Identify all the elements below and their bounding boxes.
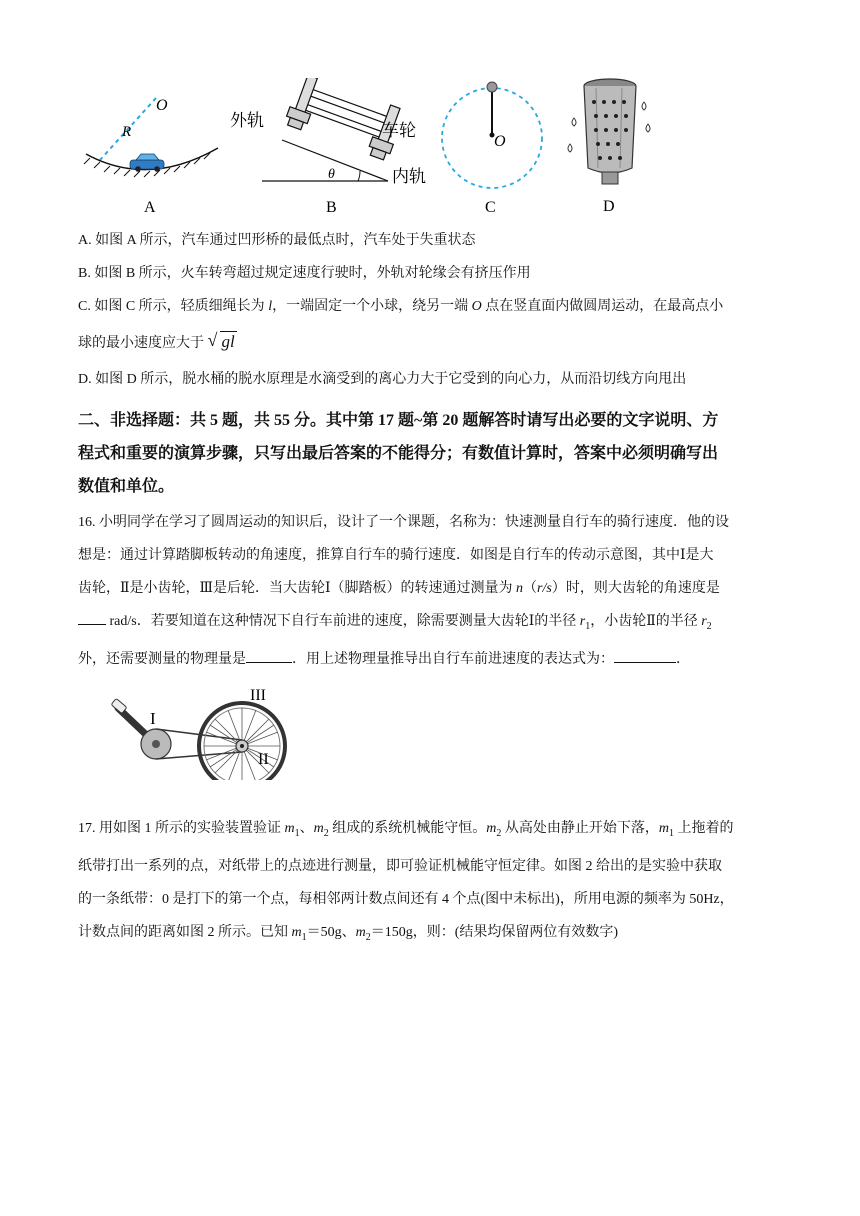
option-c: C. 如图 C 所示，轻质细绳长为 l，一端固定一个小球，绕另一端 O 点在竖直面内做圆周运动，在最高点小 <box>78 299 724 314</box>
option-d: D. 如图 D 所示，脱水桶的脱水原理是水滴受到的离心力大于它受到的向心力，从而沿切线方向甩出 <box>78 372 687 387</box>
figure-b <box>230 78 435 218</box>
label-gear-i: I <box>150 709 156 728</box>
answer-blank-angular-velocity[interactable] <box>78 610 106 625</box>
label-o-c: O <box>494 133 506 150</box>
figure-c <box>438 78 548 218</box>
label-o: O <box>156 97 168 114</box>
option-b: B. 如图 B 所示，火车转弯超过规定速度行驶时，外轨对轮缘会有挤压作用 <box>78 266 531 281</box>
question-17: 17. 用如图 1 所示的实验装置验证 $m_1$、$m_2$ 组成的系统机械能守恒。$m_2$ 从高处由静止开始下落，$m_1$ 上拖着的 纸带打出一系列的点，对纸带上的点迹进行测量，即可验证机械能守恒定律。如图 2 给出的是实验中获取 的一条纸带：0 是打下的第一个点，每相邻两计数点间还有 4 个点(图中未标出)，所用电源的频率为 50Hz， 计数点间的距离如图 2 所示。已知 $m_1=50g$、$m_2=150g$，则：(结果均保留两位有效数字) <box>78 821 734 943</box>
spin-dryer-icon <box>568 79 650 184</box>
label-inner-rail: 内轨 <box>392 167 426 186</box>
caption-c: C <box>485 199 496 216</box>
car-icon <box>130 154 164 172</box>
label-wheel-iii: III <box>250 687 266 704</box>
option-c-continued: 球的最小速度应大于 √ gl <box>78 323 788 363</box>
sqrt-expression: √ gl <box>207 330 235 351</box>
answer-blank-expression[interactable] <box>614 648 676 663</box>
caption-b: B <box>326 199 337 216</box>
options-block <box>78 224 788 396</box>
caption-d: D <box>603 198 615 215</box>
question-16: 16. 小明同学在学习了圆周运动的知识后，设计了一个课题，名称为：快速测量自行车的骑行速度．他的设 想是：通过计算踏脚板转动的角速度，推算自行车的骑行速度．如图是自行车的传动示意图，其中Ⅰ是大 齿轮，Ⅱ是小齿轮，Ⅲ是后轮．当大齿轮Ⅰ（脚踏板）的转速通过测量为 n（r/s）时，则大齿轮的角速度是 rad/s．若要知道在这种情况下自行车前进的速度，除需要测量大齿轮Ⅰ的半径 $r_1$，小齿轮Ⅱ的半径 $r_2$ 外，还需要测量的物理量是 ．用上述物理量推导出自行车前进速度的表达式为： ． <box>78 515 729 667</box>
label-gear-ii: II <box>258 751 269 768</box>
figure-d <box>560 72 665 218</box>
option-a: A. 如图 A 所示，汽车通过凹形桥的最低点时，汽车处于失重状态 <box>78 233 476 248</box>
section-2-heading: 二、非选择题：共 5 题，共 55 分。其中第 17 题~第 20 题解答时请写出必要的文字说明、方 程式和重要的演算步骤，只写出最后答案的不能得分；有数值计算时，答案中必须明确写出 数值和单位。 <box>78 412 719 495</box>
figure-a <box>78 88 228 218</box>
bicycle-transmission-figure <box>108 680 308 780</box>
answer-blank-quantity[interactable] <box>246 648 292 663</box>
label-r: R <box>122 124 132 140</box>
label-theta: θ <box>328 167 335 182</box>
label-wheel: 车轮 <box>382 121 416 140</box>
caption-a: A <box>144 199 156 216</box>
label-outer-rail: 外轨 <box>230 111 264 130</box>
